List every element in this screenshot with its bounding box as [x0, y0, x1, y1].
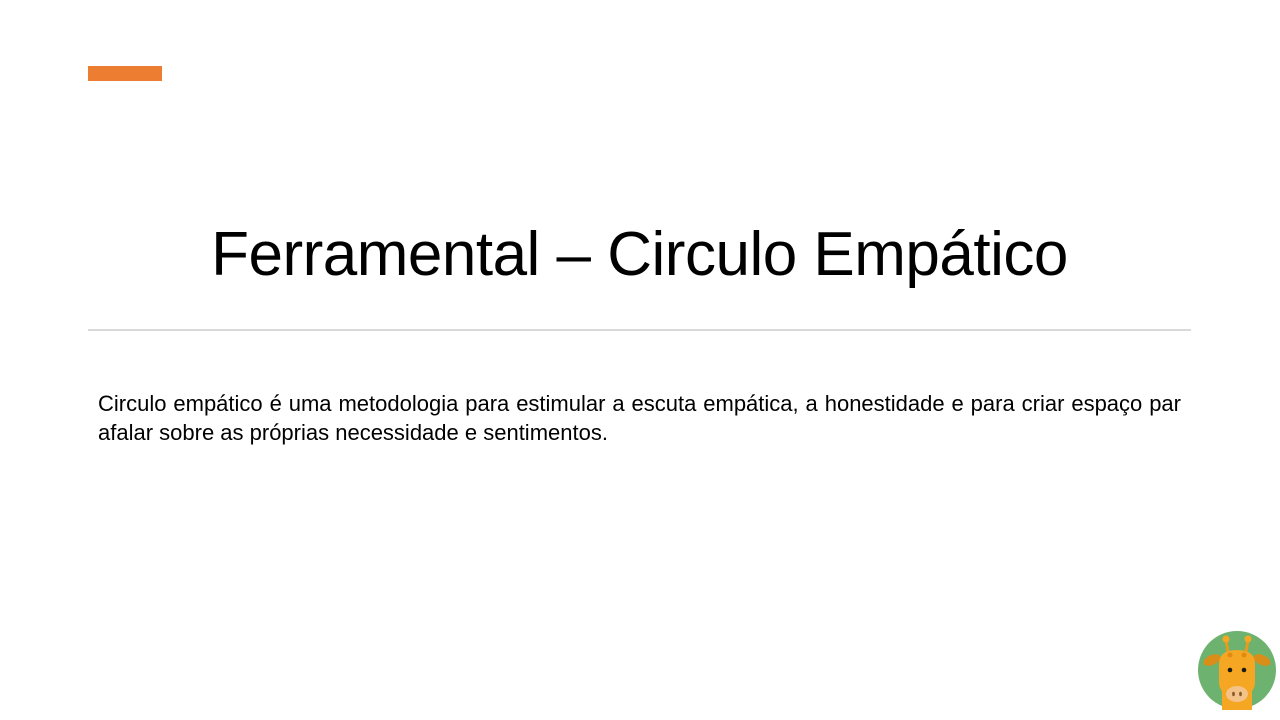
giraffe-logo: [1197, 630, 1277, 710]
accent-bar: [88, 66, 162, 81]
slide-title: Ferramental – Circulo Empático: [211, 220, 1068, 289]
slide-body-text: Circulo empático é uma metodologia para estimular a escuta empática, a honestidade e para criar espaço par afalar sobre as próprias necessidade e sentimentos.: [98, 391, 1181, 445]
giraffe-icon: [1197, 630, 1277, 710]
title-divider: [88, 329, 1191, 331]
